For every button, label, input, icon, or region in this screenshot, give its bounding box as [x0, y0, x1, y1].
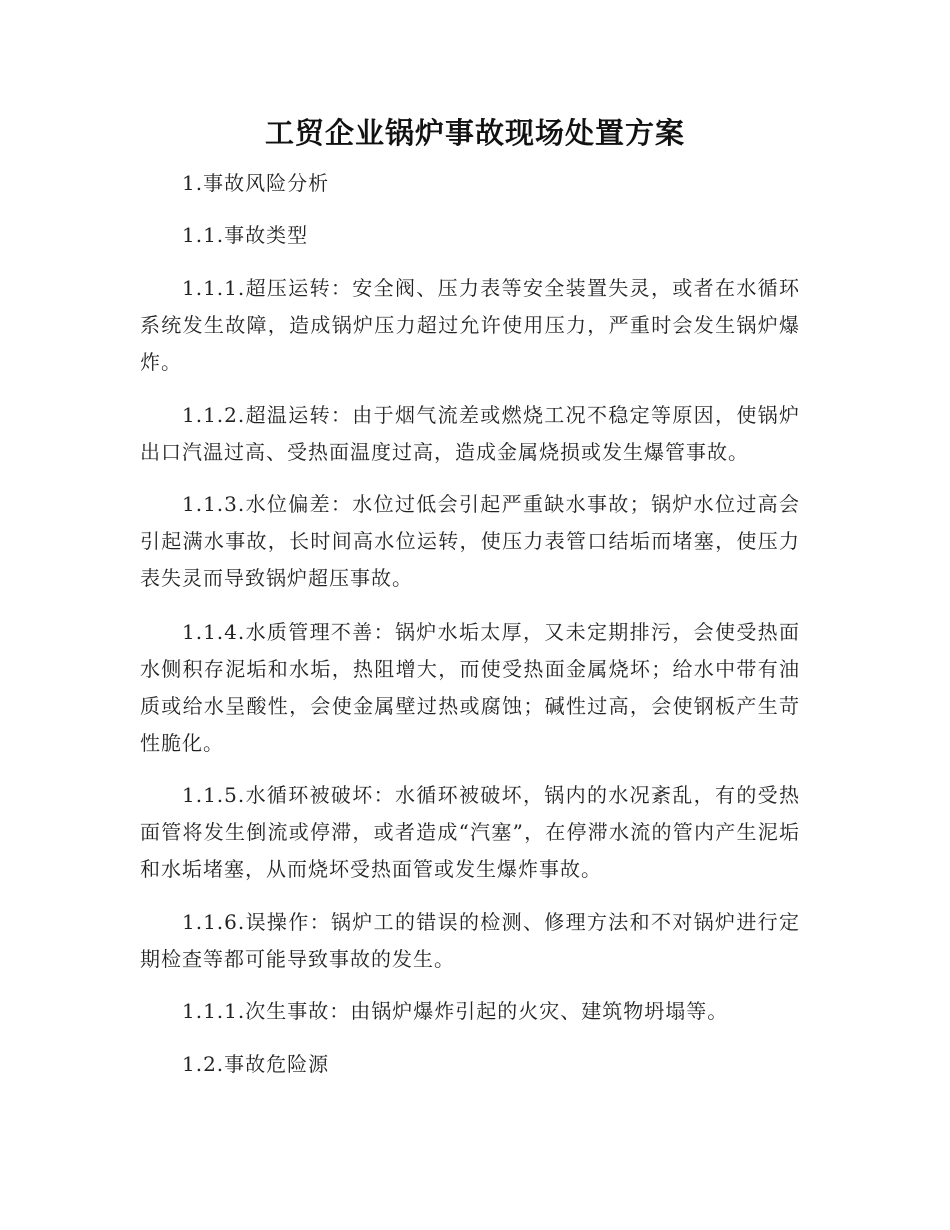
heading-risk-analysis: 1.事故风险分析 — [182, 171, 330, 195]
heading-hazard-sources: 1.2.事故危险源 — [182, 1052, 330, 1076]
paragraph-water-quality: 1.1.4.水质管理不善：锅炉水垢太厚，又未定期排污，会使受热面水侧积存泥垢和水垢，热阻增大，而使受热面金属烧坏；给水中带有油质或给水呈酸性，会使金属壁过热或腐蚀；碱性过高，会使钢板产生苛性脆化。 — [140, 620, 800, 755]
paragraph-misoperation: 1.1.6.误操作：锅炉工的错误的检测、修理方法和不对锅炉进行定期检查等都可能导致事故的发生。 — [140, 910, 800, 971]
heading-accident-types: 1.1.事故类型 — [182, 223, 309, 247]
paragraph-water-circulation: 1.1.5.水循环被破坏：水循环被破坏，锅内的水况紊乱，有的受热面管将发生倒流或停滞，或者造成“汽塞”，在停滞水流的管内产生泥垢和水垢堵塞，从而烧坏受热面管或发生爆炸事故。 — [140, 783, 800, 881]
document-title: 工贸企业锅炉事故现场处置方案 — [264, 116, 685, 150]
paragraph-overtemperature: 1.1.2.超温运转：由于烟气流差或燃烧工况不稳定等原因，使锅炉出口汽温过高、受热面温度过高，造成金属烧损或发生爆管事故。 — [140, 403, 800, 464]
paragraph-secondary-accident: 1.1.1.次生事故：由锅炉爆炸引起的火灾、建筑物坍塌等。 — [182, 999, 729, 1023]
paragraph-water-level: 1.1.3.水位偏差：水位过低会引起严重缺水事故；锅炉水位过高会引起满水事故，长时间高水位运转，使压力表管口结垢而堵塞，使压力表失灵而导致锅炉超压事故。 — [140, 492, 800, 590]
paragraph-overpressure: 1.1.1.超压运转：安全阀、压力表等安全装置失灵，或者在水循环系统发生故障，造成锅炉压力超过允许使用压力，严重时会发生锅炉爆炸。 — [140, 276, 800, 374]
